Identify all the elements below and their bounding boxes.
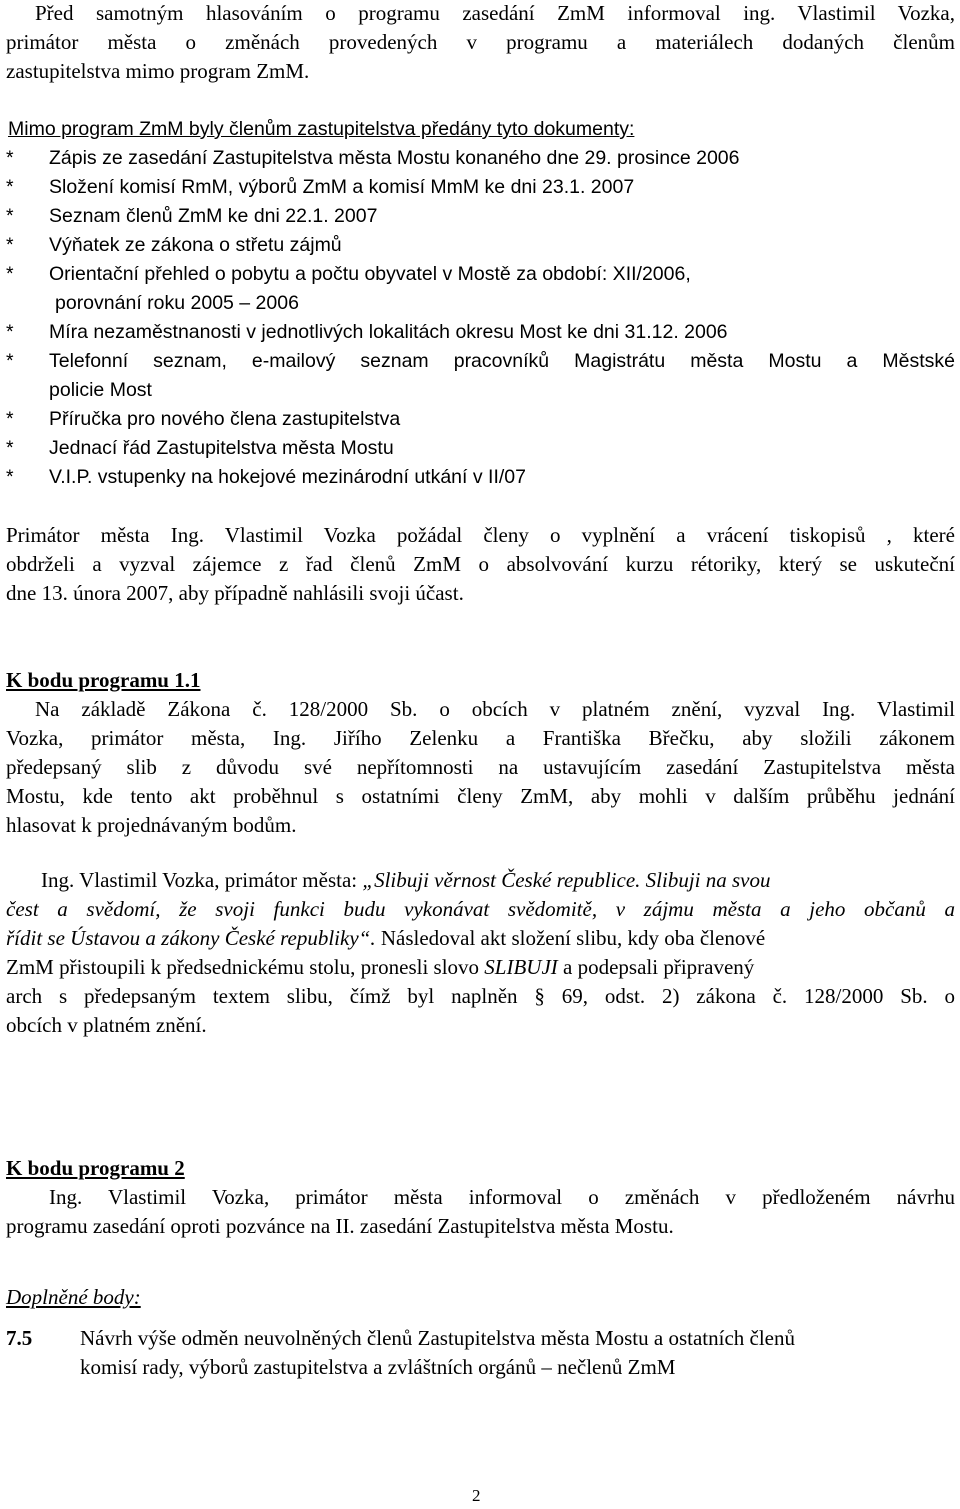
bullet-asterisk: *	[6, 408, 14, 430]
intro-line: zastupitelstva mimo program ZmM.	[6, 59, 310, 83]
paragraph-line: obdrželi a vyzval zájemce z řad členů ZmM o absolvování kurzu rétoriky, který se uskuteční	[6, 552, 955, 576]
bullet-asterisk: *	[6, 321, 14, 343]
intro-line: Před samotným hlasováním o programu zasedání ZmM informoval ing. Vlastimil Vozka,	[35, 1, 955, 25]
slibuji-word: SLIBUJI	[484, 955, 558, 979]
section-heading: K bodu programu 1.1	[6, 668, 201, 692]
oath-followup: a podepsali připravený	[557, 955, 755, 979]
paragraph-line: předepsaný slib z důvodu své nepřítomnosti na ustavujícím zasedání Zastupitelstva města	[6, 755, 955, 779]
list-item-text: Orientační přehled o pobytu a počtu obyvatel v Mostě za období: XII/2006,	[49, 263, 691, 285]
bullet-asterisk: *	[6, 350, 14, 372]
list-item-text: Seznam členů ZmM ke dni 22.1. 2007	[49, 205, 378, 227]
added-items-heading: Doplněné body:	[6, 1285, 141, 1309]
oath-quote: čest a svědomí, že svoji funkci budu vykonávat svědomitě, v zájmu města a jeho občanů a	[6, 897, 955, 921]
paragraph-line: Na základě Zákona č. 128/2000 Sb. o obcích v platném znění, vyzval Ing. Vlastimil	[35, 697, 955, 721]
paragraph-line: Ing. Vlastimil Vozka, primátor města informoval o změnách v předloženém návrhu	[49, 1185, 955, 1209]
list-item-text: Výňatek ze zákona o střetu zájmů	[49, 234, 342, 256]
bullet-asterisk: *	[6, 466, 14, 488]
oath-quote: řídit se Ústavou a zákony České republiky“.	[6, 926, 376, 950]
paragraph-line: Vozka, primátor města, Ing. Jiřího Zelenku a Františka Břečku, aby složili zákonem	[6, 726, 955, 750]
paragraph-line: Primátor města Ing. Vlastimil Vozka požádal členy o vyplnění a vrácení tiskopisů , které	[6, 523, 955, 547]
list-item-text: V.I.P. vstupenky na hokejové mezinárodní utkání v II/07	[49, 466, 526, 488]
paragraph-line: Mostu, kde tento akt proběhnul s ostatními členy ZmM, aby mohli v dalším průběhu jednání	[6, 784, 955, 808]
item-text: komisí rady, výborů zastupitelstva a zvláštních orgánů – nečlenů ZmM	[80, 1355, 676, 1379]
bullet-asterisk: *	[6, 234, 14, 256]
documents-heading: Mimo program ZmM byly členům zastupitelstva předány tyto dokumenty:	[8, 118, 635, 140]
paragraph-line: dne 13. února 2007, aby případně nahlásili svoji účast.	[6, 581, 464, 605]
oath-line	[6, 925, 765, 951]
list-item-text: policie Most	[49, 379, 152, 401]
oath-line: obcích v platném znění.	[6, 1013, 207, 1037]
intro-line: primátor města o změnách provedených v programu a materiálech dodaných členům	[6, 30, 955, 54]
list-item-text: Míra nezaměstnanosti v jednotlivých lokalitách okresu Most ke dni 31.12. 2006	[49, 321, 728, 343]
oath-line	[6, 954, 754, 980]
list-item-text: Zápis ze zasedání Zastupitelstva města Mostu konaného dne 29. prosince 2006	[49, 147, 740, 169]
item-number: 7.5	[6, 1326, 33, 1350]
bullet-asterisk: *	[6, 263, 14, 285]
list-item-text: porovnání roku 2005 – 2006	[55, 292, 299, 314]
section-heading: K bodu programu 2	[6, 1156, 185, 1180]
oath-line	[41, 867, 770, 893]
list-item-text: Jednací řád Zastupitelstva města Mostu	[49, 437, 394, 459]
bullet-asterisk: *	[6, 176, 14, 198]
paragraph-line: programu zasedání oproti pozvánce na II. zasedání Zastupitelstva města Mostu.	[6, 1214, 674, 1238]
bullet-asterisk: *	[6, 147, 14, 169]
oath-followup: ZmM přistoupili k předsednickému stolu, pronesli slovo	[6, 955, 485, 979]
oath-quote: „Slibuji věrnost České republice. Slibuji na svou	[362, 868, 771, 892]
list-item-text: Telefonní seznam, e-mailový seznam pracovníků Magistrátu města Mostu a Městské	[49, 350, 955, 372]
oath-followup: Následoval akt složení slibu, kdy oba členové	[375, 926, 766, 950]
item-text: Návrh výše odměn neuvolněných členů Zastupitelstva města Mostu a ostatních členů	[80, 1326, 795, 1350]
paragraph-line: hlasovat k projednávaným bodům.	[6, 813, 297, 837]
oath-line: arch s předepsaným textem slibu, čímž byl naplněn § 69, odst. 2) zákona č. 128/2000 Sb. o	[6, 984, 955, 1008]
bullet-asterisk: *	[6, 205, 14, 227]
bullet-asterisk: *	[6, 437, 14, 459]
list-item-text: Příručka pro nového člena zastupitelstva	[49, 408, 401, 430]
speaker-text: Ing. Vlastimil Vozka, primátor města:	[41, 868, 363, 892]
page-number: 2	[472, 1486, 481, 1505]
list-item-text: Složení komisí RmM, výborů ZmM a komisí MmM ke dni 23.1. 2007	[49, 176, 635, 198]
